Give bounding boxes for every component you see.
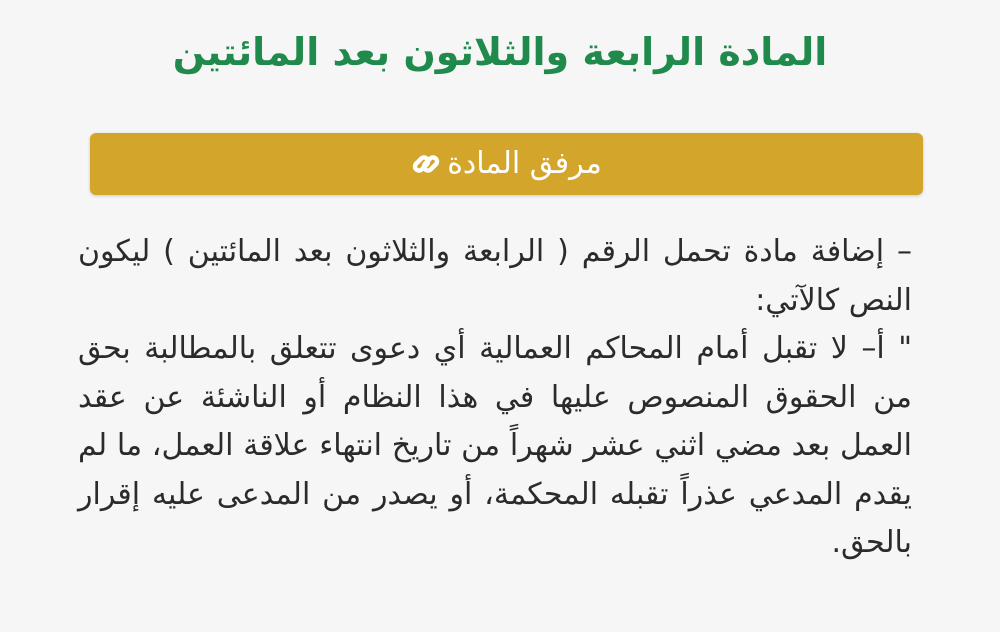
attachment-button[interactable] <box>90 133 923 195</box>
article-title: المادة الرابعة والثلاثون بعد المائتين <box>172 30 828 74</box>
attachment-label: مرفق المادة <box>447 146 602 181</box>
article-paragraph: " أ– لا تقبل أمام المحاكم العمالية أي دعوى تتعلق بالمطالبة بحق من الحقوق المنصوص عليها في هذا النظام أو الناشئة عن عقد العمل بعد مضي اثني عشر شهراً من تاريخ انتهاء علاقة العمل، ما لم يقدم المدعي عذراً تقبله المحكمة، أو يصدر من المدعى عليه إقرار بالحق. <box>78 331 912 560</box>
article-paragraph: – إضافة مادة تحمل الرقم ( الرابعة والثلاثون بعد المائتين ) ليكون النص كالآتي: <box>78 234 912 318</box>
link-icon <box>411 149 441 179</box>
article-body <box>78 228 912 568</box>
